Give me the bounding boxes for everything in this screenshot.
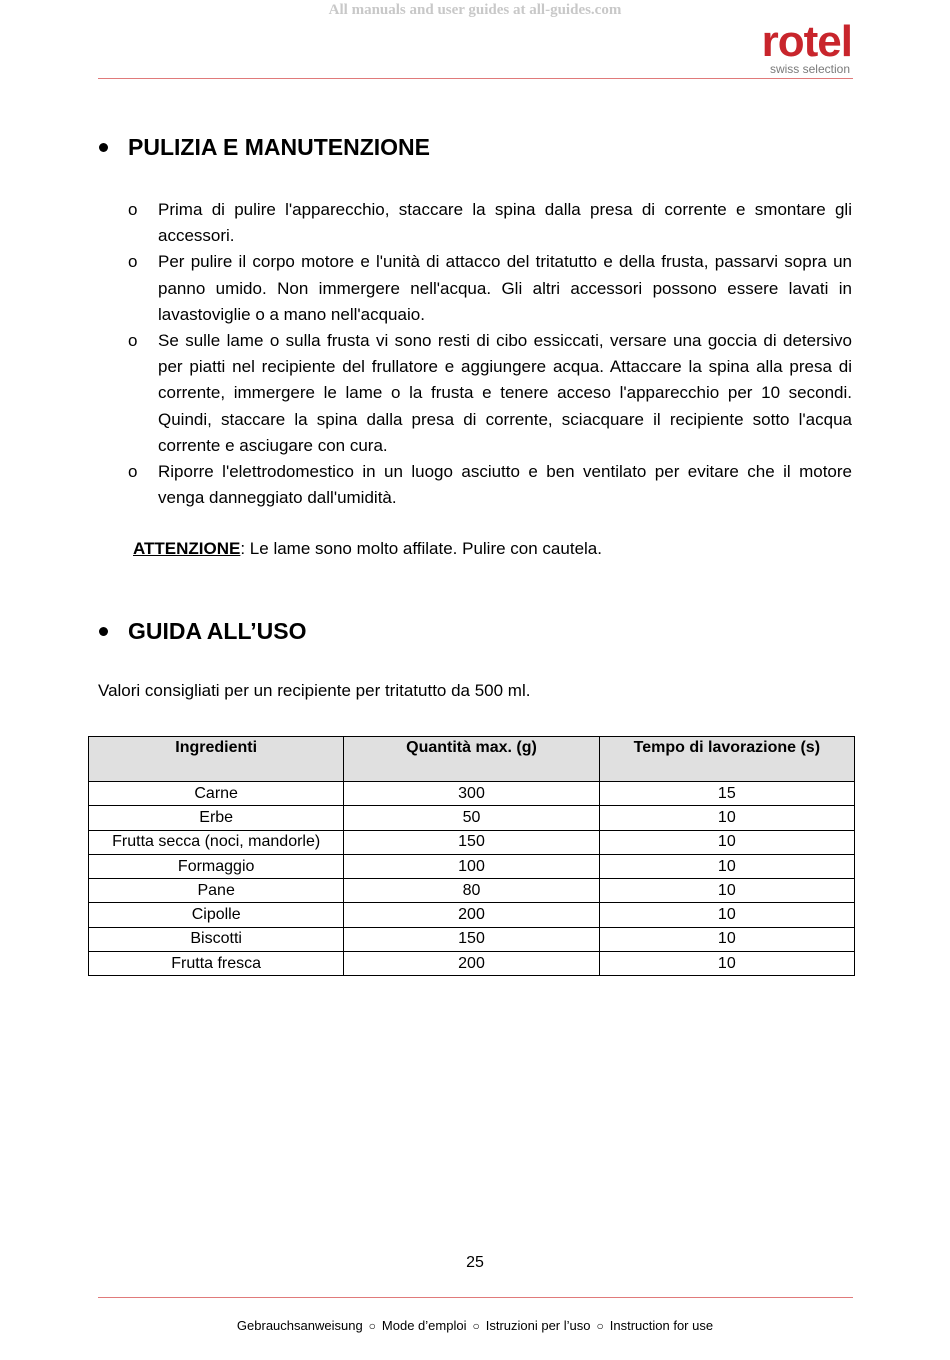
footer-item: Instruction for use	[609, 1318, 714, 1333]
table-row	[89, 806, 855, 830]
column-header: Ingredienti	[89, 737, 344, 782]
table-cell: 10	[599, 927, 854, 951]
section-heading-cleaning	[98, 134, 430, 161]
table-cell: Frutta secca (noci, mandorle)	[89, 830, 344, 854]
cleaning-instructions-list	[128, 197, 852, 511]
table-cell: 15	[599, 782, 854, 806]
table-cell: 80	[344, 879, 599, 903]
separator-icon: ○	[368, 1319, 376, 1333]
section-title: GUIDA ALL’USO	[128, 618, 307, 644]
table-cell: Frutta fresca	[89, 952, 344, 976]
list-item-text: Riporre l'elettrodomestico in un luogo asciutto e ben ventilato per evitare che il motore venga danneggiato dall'umidità.	[158, 462, 852, 508]
table-intro: Valori consigliati per un recipiente per tritatutto da 500 ml.	[98, 681, 531, 700]
table-cell: 200	[344, 903, 599, 927]
footer	[0, 1318, 950, 1333]
list-item-text: Se sulle lame o sulla frusta vi sono resti di cibo essiccati, versare una goccia di detersivo per piatti nel recipiente del frullatore e aggiungere acqua. Attaccare la spina alla presa di corrente, immergere le lame o la frusta e tenere acceso l'apparecchio per 10 secondi. Quindi, staccare la spina dalla presa di corrente, sciacquare il recipiente sotto l'acqua corrente e asciugare con cura.	[158, 331, 852, 455]
list-item	[128, 459, 852, 511]
bullet-icon	[99, 143, 108, 152]
table-cell: Carne	[89, 782, 344, 806]
list-item	[128, 249, 852, 328]
table-cell: Formaggio	[89, 854, 344, 878]
section-heading-usage	[98, 618, 306, 645]
brand-logo	[712, 17, 852, 78]
watermark: All manuals and user guides at all-guides.com	[328, 2, 622, 18]
table-row	[89, 879, 855, 903]
brand-tagline: swiss selection	[769, 62, 850, 76]
table-row	[89, 782, 855, 806]
separator-icon: ○	[472, 1319, 480, 1333]
column-header: Tempo di lavorazione (s)	[599, 737, 854, 782]
circle-bullet-icon: o	[128, 200, 138, 219]
table-cell: 50	[344, 806, 599, 830]
table-cell: 150	[344, 927, 599, 951]
table-cell: 10	[599, 903, 854, 927]
brand-name: rotel	[761, 17, 852, 66]
header-divider	[98, 78, 853, 79]
bullet-icon	[99, 627, 108, 636]
table-row	[89, 830, 855, 854]
footer-divider	[98, 1297, 853, 1298]
footer-item: Istruzioni per l’uso	[485, 1318, 591, 1333]
table-cell: Pane	[89, 879, 344, 903]
table-header-row	[89, 737, 855, 782]
separator-icon: ○	[596, 1319, 604, 1333]
table-row	[89, 903, 855, 927]
table-row	[89, 854, 855, 878]
footer-item: Mode d’emploi	[381, 1318, 467, 1333]
list-item	[128, 328, 852, 459]
warning-label: ATTENZIONE	[133, 539, 241, 558]
table-cell: 100	[344, 854, 599, 878]
table-cell: 150	[344, 830, 599, 854]
circle-bullet-icon: o	[128, 462, 138, 482]
circle-bullet-icon: o	[128, 331, 138, 351]
warning-text: : Le lame sono molto affilate. Pulire con cautela.	[240, 539, 602, 558]
table-cell: Biscotti	[89, 927, 344, 951]
table-cell: 300	[344, 782, 599, 806]
table-cell: 10	[599, 854, 854, 878]
list-item-text: Prima di pulire l'apparecchio, staccare la spina dalla presa di corrente e smontare gli accessori.	[158, 200, 852, 246]
section-title: PULIZIA E MANUTENZIONE	[128, 134, 430, 160]
table-cell: 10	[599, 806, 854, 830]
table-row	[89, 952, 855, 976]
warning-note	[133, 539, 602, 559]
table-cell: 10	[599, 830, 854, 854]
page-number: 25	[466, 1254, 484, 1271]
circle-bullet-icon: o	[128, 252, 138, 272]
footer-item: Gebrauchsanweisung	[236, 1318, 363, 1333]
table-cell: 10	[599, 879, 854, 903]
table-cell: Cipolle	[89, 903, 344, 927]
list-item-text: Per pulire il corpo motore e l'unità di attacco del tritatutto e della frusta, passarvi sopra un panno umido. Non immergere nell'acqua. Gli altri accessori possono essere lavati in lavastoviglie o a mano nell'acquaio.	[158, 252, 852, 324]
table-cell: 10	[599, 952, 854, 976]
list-item	[128, 197, 852, 249]
usage-table	[88, 736, 855, 976]
table-row	[89, 927, 855, 951]
table-cell: Erbe	[89, 806, 344, 830]
column-header: Quantità max. (g)	[344, 737, 599, 782]
table-cell: 200	[344, 952, 599, 976]
